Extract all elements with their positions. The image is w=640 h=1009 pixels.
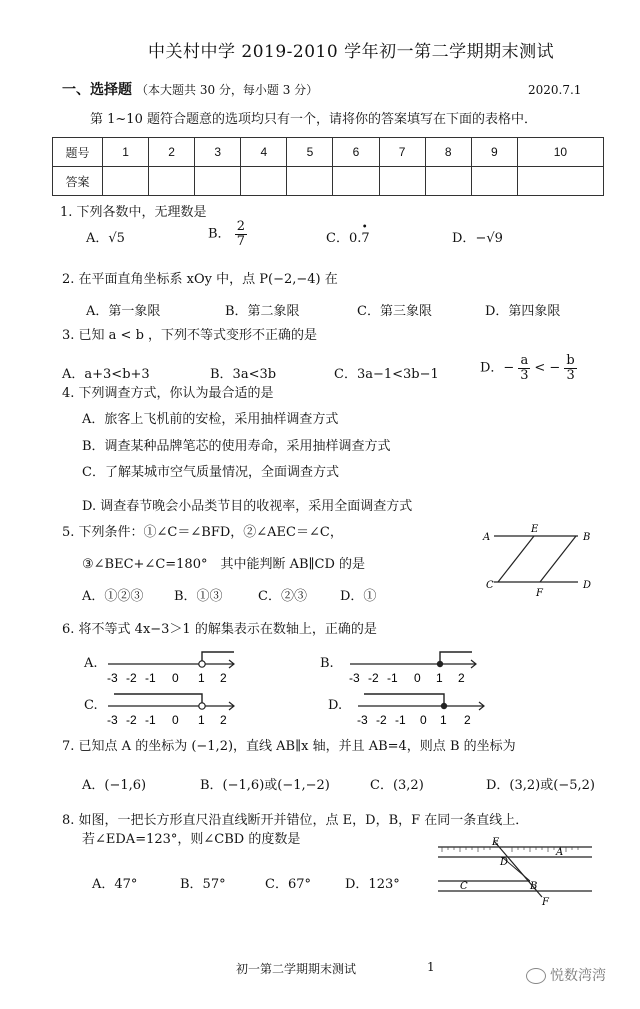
q5-stem-2: ③∠BEC+∠C=180° 其中能判断 AB∥CD 的是 <box>82 557 366 572</box>
q1-option-b <box>208 220 247 248</box>
q6-number-line-a <box>104 644 244 686</box>
tick-label: 0 <box>420 713 427 727</box>
figure-label: F <box>536 588 543 599</box>
q8-option-d: D．123° <box>345 877 400 892</box>
operator: < − <box>530 360 565 376</box>
question-number-cell: 3 <box>195 138 241 167</box>
answer-cell[interactable] <box>333 167 379 196</box>
figure-label: B <box>530 881 538 892</box>
denominator: 7 <box>236 233 245 249</box>
question-number-cell: 10 <box>517 138 603 167</box>
q1-option-c <box>326 222 370 247</box>
question-number-cell: 6 <box>333 138 379 167</box>
answer-cell[interactable] <box>517 167 603 196</box>
q8-option-b: B．57° <box>180 877 226 892</box>
q8-option-a: A．47° <box>92 877 138 892</box>
question-number-cell: 9 <box>471 138 517 167</box>
watermark-text: 悦数湾湾 <box>550 968 606 984</box>
answer-table <box>52 137 604 196</box>
q6-option-a-label: A. <box>84 656 98 671</box>
fraction <box>518 354 530 382</box>
q2-stem: 2. 在平面直角坐标系 xOy 中，点 P(−2,−4) 在 <box>62 272 338 287</box>
numerator: 2 <box>236 219 245 234</box>
watermark <box>526 968 606 985</box>
q8-stem: 8. 如图，一把长方形直尺沿直线断开并错位，点 E，D，B，F 在同一条直线上． <box>62 813 529 828</box>
tick-label: 1 <box>198 713 205 727</box>
q3-option-b: B．3a<3b <box>210 367 277 382</box>
q5-option-d: D．① <box>340 589 377 604</box>
tick-label: -1 <box>387 671 398 685</box>
option-label: A． <box>86 231 109 246</box>
page-title: 中关村中学 2019-2010 学年初一第二学期期末测试 <box>148 42 555 62</box>
question-number-cell: 1 <box>103 138 149 167</box>
q6-number-line-c <box>104 686 244 728</box>
tick-label: -3 <box>107 713 118 727</box>
q6-option-d-label: D. <box>328 698 343 713</box>
figure-label: B <box>583 532 591 543</box>
exam-date: 2020.7.1 <box>528 83 582 97</box>
figure-label: E <box>492 837 500 848</box>
q6-number-line-d <box>354 686 494 728</box>
q8-ruler-figure <box>432 835 602 907</box>
fraction <box>564 354 576 382</box>
q5-stem: 5. 下列条件：①∠C＝∠BFD，②∠AEC＝∠C， <box>62 525 343 540</box>
denominator: 3 <box>566 367 575 383</box>
question-number-cell: 8 <box>425 138 471 167</box>
section-note: （本大题共 30 分，每小题 3 分） <box>136 83 319 97</box>
option-label: C． <box>326 231 349 246</box>
wechat-icon <box>526 968 546 984</box>
q2-option-d: D．第四象限 <box>485 304 561 319</box>
section-heading: 一、选择题 <box>62 82 132 98</box>
q4-option-d: D. 调查春节晚会小品类节目的收视率，采用全面调查方式 <box>82 499 413 514</box>
q3-option-c: C．3a−1<3b−1 <box>334 367 439 382</box>
q5-option-a: A．①②③ <box>82 589 144 604</box>
q4-option-b: B．调查某种品牌笔芯的使用寿命，采用抽样调查方式 <box>82 439 391 454</box>
tick-label: 0 <box>414 671 421 685</box>
q6-stem: 6. 将不等式 4x−3＞1 的解集表示在数轴上，正确的是 <box>62 622 377 637</box>
numerator: b <box>566 353 575 368</box>
q6-number-line-b <box>346 644 486 686</box>
tick-label: -2 <box>368 671 379 685</box>
q3-option-d <box>480 354 577 382</box>
answer-cell[interactable] <box>241 167 287 196</box>
tick-label: -1 <box>145 713 156 727</box>
answer-cell[interactable] <box>149 167 195 196</box>
tick-label: 0 <box>172 713 179 727</box>
figure-label: A <box>556 847 564 858</box>
q7-option-d: D．(3,2)或(−5,2) <box>486 778 595 793</box>
tick-label: 1 <box>440 713 447 727</box>
tick-label: -3 <box>357 713 368 727</box>
tick-label: 1 <box>436 671 443 685</box>
page-number: 1 <box>427 960 435 974</box>
figure-label: C <box>486 580 494 591</box>
answer-cell[interactable] <box>195 167 241 196</box>
q8-stem-2: 若∠EDA=123°，则∠CBD 的度数是 <box>82 832 301 847</box>
figure-label: C <box>460 881 468 892</box>
table-row <box>53 167 604 196</box>
tick-label: -1 <box>145 671 156 685</box>
table-row <box>53 138 604 167</box>
figure-label: D <box>500 857 509 868</box>
footer-text: 初一第二学期期末测试 <box>236 962 357 976</box>
tick-label: -3 <box>349 671 360 685</box>
q6-option-b-label: B. <box>320 656 334 671</box>
q3-stem: 3. 已知 a < b ，下列不等式变形不正确的是 <box>62 328 318 343</box>
answer-cell[interactable] <box>103 167 149 196</box>
question-number-cell: 5 <box>287 138 333 167</box>
q7-option-b: B．(−1,6)或(−1,−2) <box>200 778 330 793</box>
option-label: D． <box>452 231 476 246</box>
q5-option-b: B．①③ <box>174 589 223 604</box>
tick-label: -2 <box>376 713 387 727</box>
tick-label: 2 <box>220 671 227 685</box>
q8-option-c: C．67° <box>265 877 311 892</box>
question-number-cell: 7 <box>379 138 425 167</box>
figure-label: A <box>483 532 491 543</box>
section-instruction: 第 1~10 题符合题意的选项均只有一个，请将你的答案填写在下面的表格中． <box>90 112 537 127</box>
tick-label: -1 <box>395 713 406 727</box>
answer-cell[interactable] <box>287 167 333 196</box>
figure-label: E <box>531 524 539 535</box>
q3-option-a: A．a+3<b+3 <box>62 367 150 382</box>
q4-stem: 4. 下列调查方式，你认为最合适的是 <box>62 386 274 401</box>
q2-option-b: B．第二象限 <box>225 304 300 319</box>
answer-cell[interactable] <box>471 167 517 196</box>
denominator: 3 <box>520 367 529 383</box>
tick-label: 0 <box>172 671 179 685</box>
fraction <box>235 220 247 248</box>
tick-label: 2 <box>220 713 227 727</box>
figure-label: D <box>583 580 592 591</box>
q4-option-c: C．了解某城市空气质量情况，全面调查方式 <box>82 465 339 480</box>
tick-label: 1 <box>198 671 205 685</box>
option-label: B． <box>208 226 231 242</box>
figure-label: F <box>542 897 549 907</box>
q5-option-c: C．②③ <box>258 589 307 604</box>
question-number-cell: 2 <box>149 138 195 167</box>
answer-cell[interactable] <box>379 167 425 196</box>
q2-option-c: C．第三象限 <box>357 304 432 319</box>
q6-option-c-label: C. <box>84 698 98 713</box>
answer-cell[interactable] <box>425 167 471 196</box>
tick-label: 2 <box>464 713 471 727</box>
numerator: a <box>520 353 529 368</box>
table-row-label: 答案 <box>53 167 103 196</box>
q7-option-a: A．(−1,6) <box>82 778 147 793</box>
q5-parallel-lines-figure <box>478 520 600 600</box>
q1-option-d <box>452 231 503 247</box>
q7-stem: 7. 已知点 A 的坐标为 (−1,2)，直线 AB∥x 轴，并且 AB=4，则点 B 的坐标为 <box>62 739 516 754</box>
repeating-dot-icon: • <box>361 222 368 233</box>
q2-option-a: A．第一象限 <box>86 304 161 319</box>
repeating-decimal <box>348 222 370 246</box>
option-text: √5 <box>108 231 125 246</box>
q1-stem: 1. 下列各数中，无理数是 <box>60 205 207 220</box>
tick-label: -2 <box>126 671 137 685</box>
q7-option-c: C．(3,2) <box>370 778 424 793</box>
option-label: D．− <box>480 360 515 376</box>
tick-label: -3 <box>107 671 118 685</box>
option-text: 0.7 <box>348 231 370 246</box>
question-number-cell: 4 <box>241 138 287 167</box>
q4-option-a: A．旅客上飞机前的安检，采用抽样调查方式 <box>82 412 339 427</box>
tick-label: -2 <box>126 713 137 727</box>
q1-option-a <box>86 231 125 247</box>
option-text: −√9 <box>475 231 503 246</box>
tick-label: 2 <box>458 671 465 685</box>
table-row-label: 题号 <box>53 138 103 167</box>
